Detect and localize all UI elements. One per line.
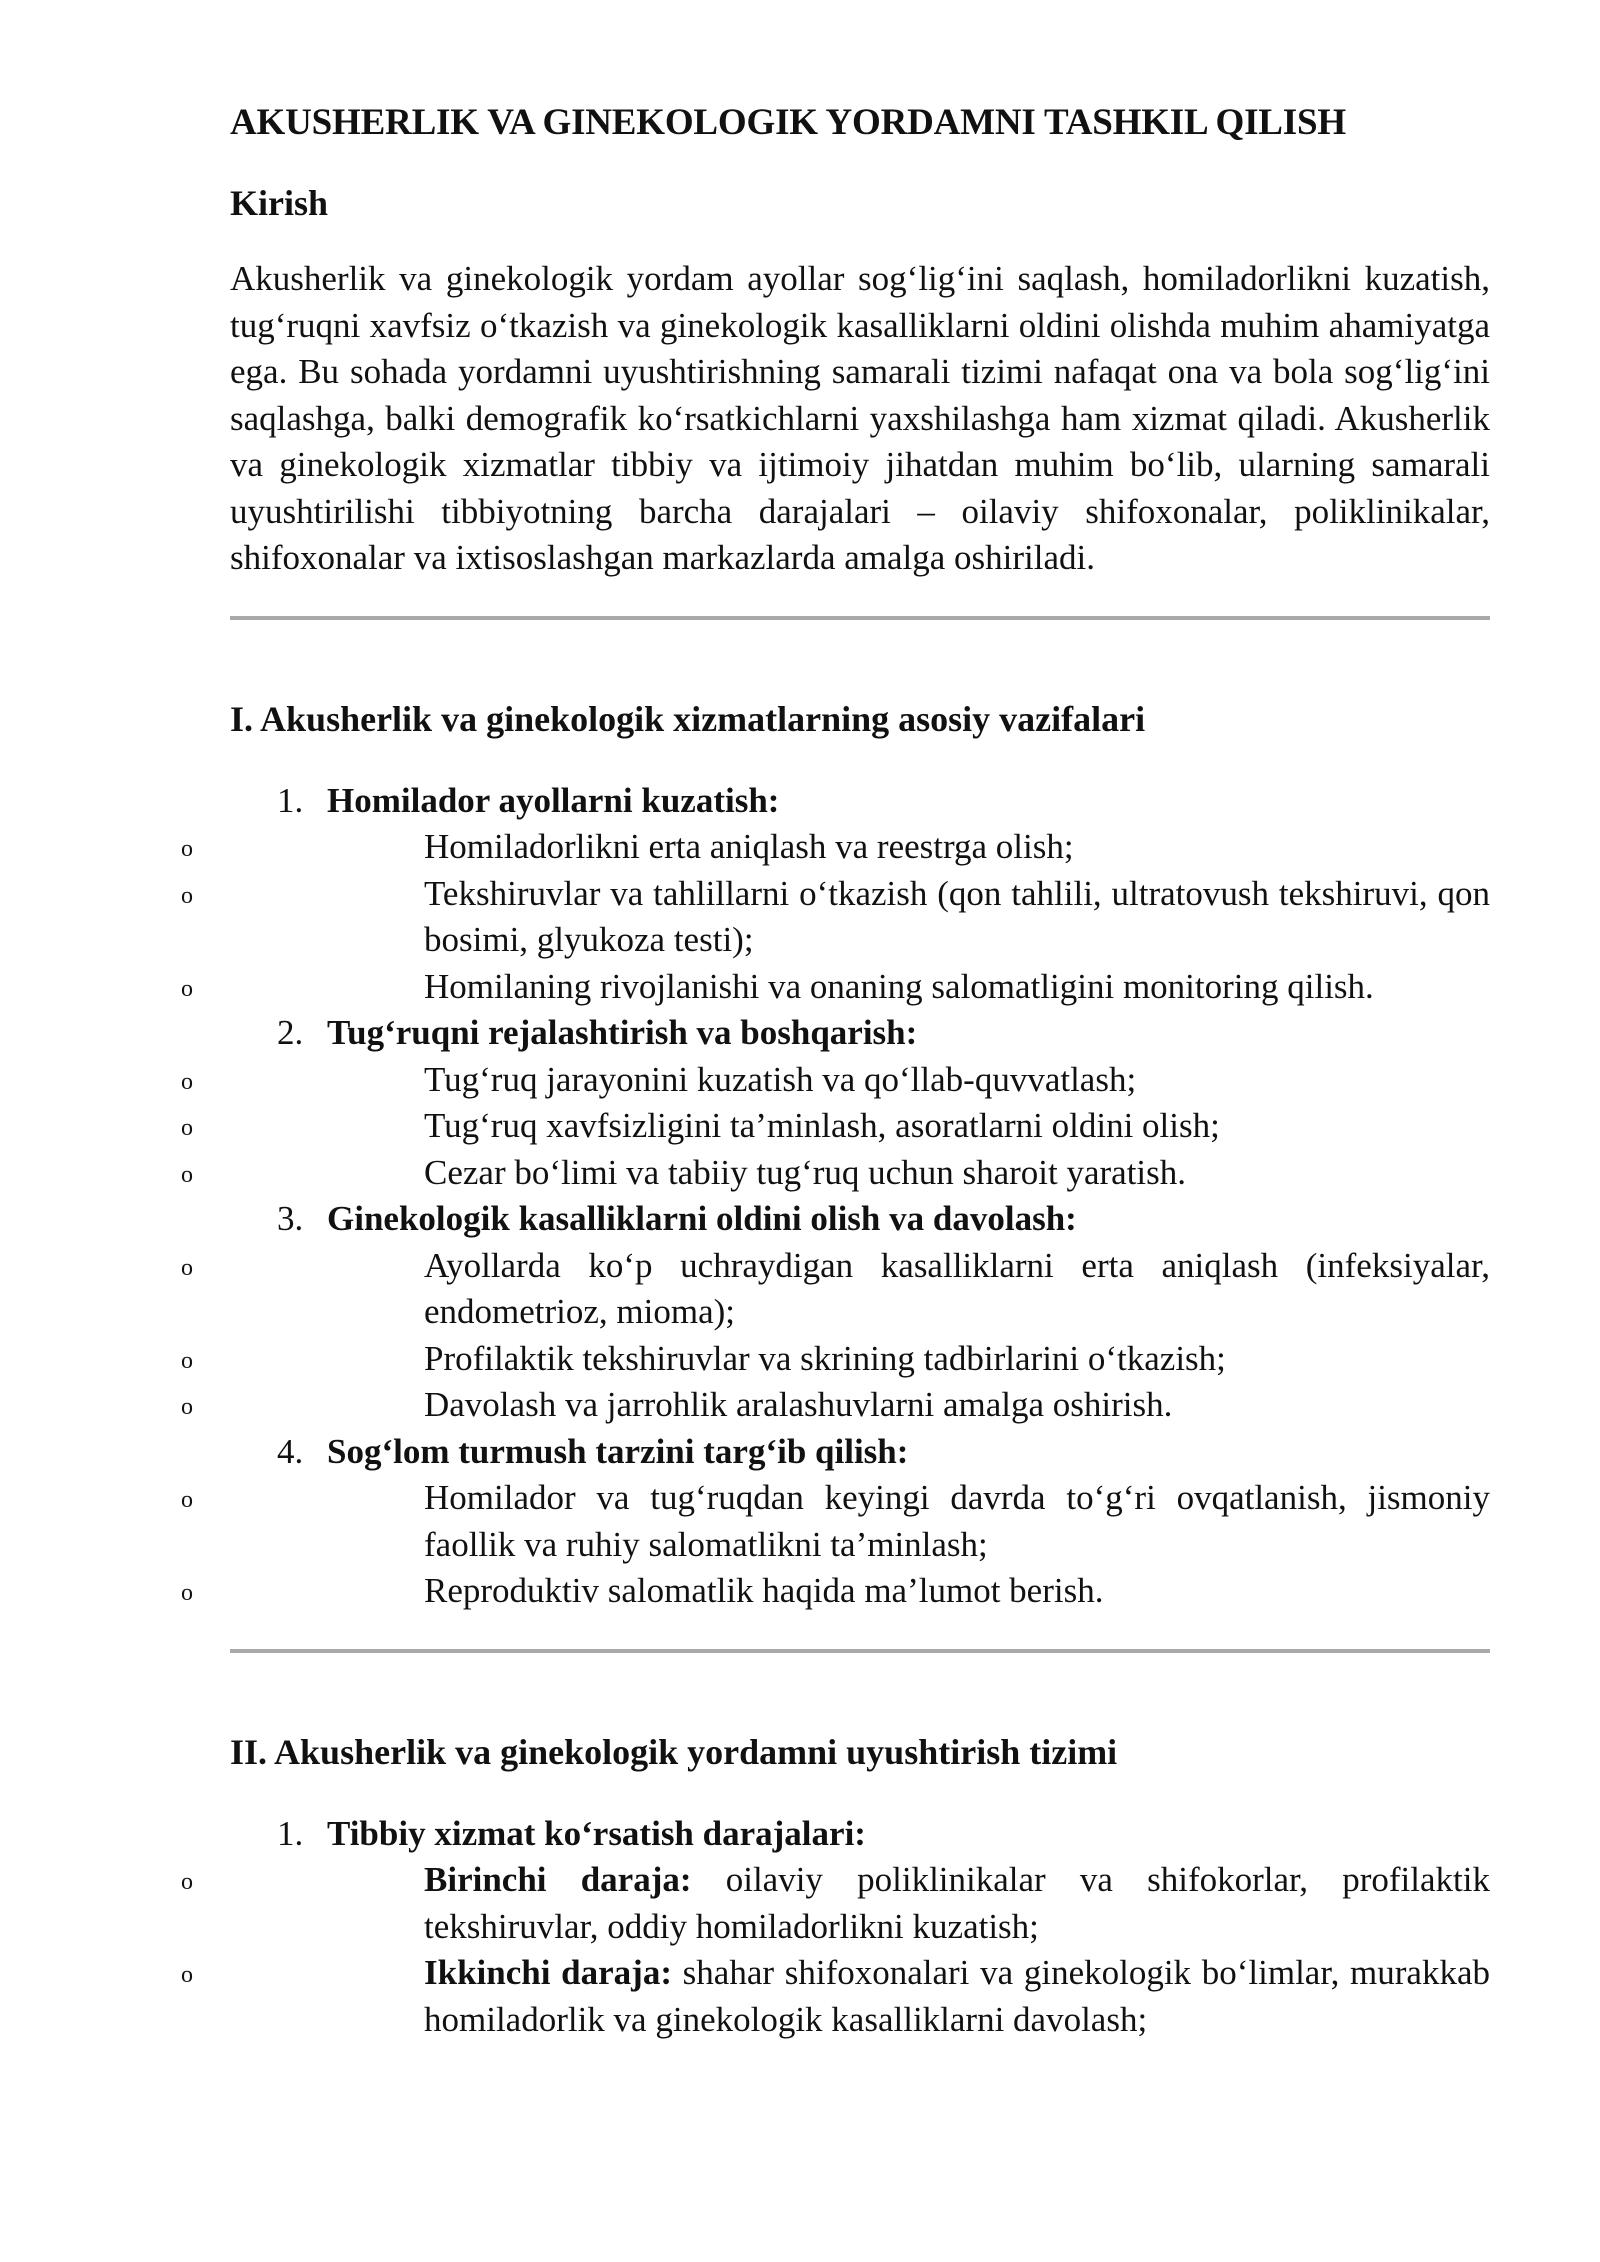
intro-heading: Kirish [230, 183, 329, 223]
section-1-heading: I. Akusherlik va ginekologik xizmatlarning asosiy vazifalari [230, 698, 1146, 739]
list-item [181, 1010, 1490, 1196]
sub-list-item [181, 1057, 1490, 1104]
sub-list-item [181, 1475, 1490, 1568]
sub-list [181, 824, 1490, 1010]
bullet-icon: o [181, 1068, 193, 1095]
sub-item-text: Ayollarda ko‘p uchraydigan kasalliklarni erta aniqlash (infeksiyalar, endometrioz, mioma); [424, 1245, 1490, 1331]
sub-item-lead: Ikkinchi daraja: [424, 1953, 672, 1992]
sub-item-text: Homilaning rivojlanishi va onaning salomatligini monitoring qilish. [424, 966, 1374, 1006]
sub-list-item [181, 964, 1490, 1011]
list-item [181, 778, 1490, 1011]
sub-list-item [181, 1950, 1490, 2043]
sub-item-text: Reproduktiv salomatlik haqida ma’lumot berish. [424, 1571, 1104, 1610]
sub-list-item [181, 1103, 1490, 1150]
item-number: 2. [277, 1013, 304, 1052]
bullet-icon: o [181, 1580, 193, 1606]
item-number: 3. [277, 1199, 304, 1238]
sub-list-item [181, 1336, 1490, 1383]
sub-item-text: Homiladorlikni erta aniqlash va reestrga olish; [424, 827, 1074, 866]
section-2-heading: II. Akusherlik va ginekologik yordamni uyushtirish tizimi [230, 1731, 1118, 1772]
list-item [181, 1196, 1490, 1429]
bullet-icon: o [181, 1962, 193, 1988]
sub-item-text: Cezar bo‘limi va tabiiy tug‘ruq uchun sharoit yaratish. [424, 1152, 1187, 1192]
list-item [181, 1429, 1490, 1615]
sub-list-item [181, 871, 1490, 964]
sub-list-item [181, 1382, 1490, 1429]
item-number: 4. [277, 1431, 304, 1471]
item-number: 1. [277, 1813, 304, 1853]
bullet-icon: o [181, 1161, 193, 1188]
bullet-icon: o [181, 836, 193, 862]
item-number: 1. [277, 780, 304, 820]
document-title: AKUSHERLIK VA GINEKOLOGIK YORDAMNI TASHKIL QILISH [230, 102, 1346, 143]
bullet-icon: o [181, 1394, 193, 1420]
sub-list [181, 1857, 1490, 2043]
sub-item-text: shahar shifoxonalari va ginekologik bo‘limlar, murakkab homiladorlik va ginekologik kasalliklarni davolash; [424, 1953, 1490, 2039]
bullet-icon: o [181, 1347, 193, 1374]
section-divider [230, 1649, 1490, 1653]
item-title: Tibbiy xizmat ko‘rsatish darajalari: [327, 1813, 866, 1853]
bullet-icon: o [181, 1487, 193, 1513]
sub-list [181, 1243, 1490, 1429]
section-1-list [181, 778, 1490, 1615]
sub-list-item [181, 1568, 1490, 1615]
item-title: Sog‘lom turmush tarzini targ‘ib qilish: [327, 1431, 909, 1471]
bullet-icon: o [181, 1115, 193, 1141]
section-2-list [181, 1811, 1490, 2044]
sub-item-text: Tug‘ruq jarayonini kuzatish va qo‘llab-quvvatlash; [424, 1059, 1137, 1099]
section-divider [230, 616, 1490, 620]
item-title: Tug‘ruqni rejalashtirish va boshqarish: [327, 1013, 918, 1052]
sub-item-text: oilaviy poliklinikalar va shifokorlar, profilaktik tekshiruvlar, oddiy homiladorlikni kuzatish; [424, 1860, 1490, 1946]
sub-list-item [181, 1857, 1490, 1950]
list-item [181, 1811, 1490, 2044]
bullet-icon: o [181, 1254, 193, 1281]
sub-list-item [181, 1243, 1490, 1336]
sub-item-text: Profilaktik tekshiruvlar va skrining tadbirlarini o‘tkazish; [424, 1338, 1226, 1378]
sub-list-item [181, 824, 1490, 871]
sub-item-text: Homilador va tug‘ruqdan keyingi davrda to‘g‘ri ovqatlanish, jismoniy faollik va ruhiy salomatlikni ta’minlash; [424, 1478, 1490, 1564]
document-page [181, 100, 1490, 2043]
intro-paragraph: Akusherlik va ginekologik yordam ayollar sog‘lig‘ini saqlash, homiladorlikni kuzatish, tug‘ruqni xavfsiz o‘tkazish va ginekologik kasalliklarni oldini olishda muhim ahamiyatga ega. Bu sohada yordamni uyushtirishning samarali tizimi nafaqat ona va bola sog‘lig‘ini saqlashga, balki demografik ko‘rsatkichlarni yaxshilashga ham xizmat qiladi. Akusherlik va ginekologik xizmatlar tibbiy va ijtimoiy jihatdan muhim bo‘lib, ularning samarali uyushtirilishi tibbiyotning barcha darajalari – oilaviy shifoxonalar, poliklinikalar, shifoxonalar va ixtisoslashgan markazlarda amalga oshiriladi. [230, 259, 1490, 577]
sub-item-text: Tug‘ruq xavfsizligini ta’minlash, asoratlarni oldini olish; [424, 1106, 1220, 1145]
sub-item-text: Tekshiruvlar va tahlillarni o‘tkazish (qon tahlili, ultratovush tekshiruvi, qon bosimi, glyukoza testi); [424, 873, 1490, 959]
item-title: Homilador ayollarni kuzatish: [327, 780, 780, 820]
sub-list-item [181, 1150, 1490, 1197]
item-title: Ginekologik kasalliklarni oldini olish va davolash: [327, 1199, 1077, 1238]
sub-list [181, 1057, 1490, 1197]
bullet-icon: o [181, 1869, 193, 1895]
bullet-icon: o [181, 882, 193, 909]
sub-item-lead: Birinchi daraja: [424, 1860, 692, 1899]
sub-list [181, 1475, 1490, 1615]
bullet-icon: o [181, 975, 193, 1002]
sub-item-text: Davolash va jarrohlik aralashuvlarni amalga oshirish. [424, 1385, 1173, 1424]
